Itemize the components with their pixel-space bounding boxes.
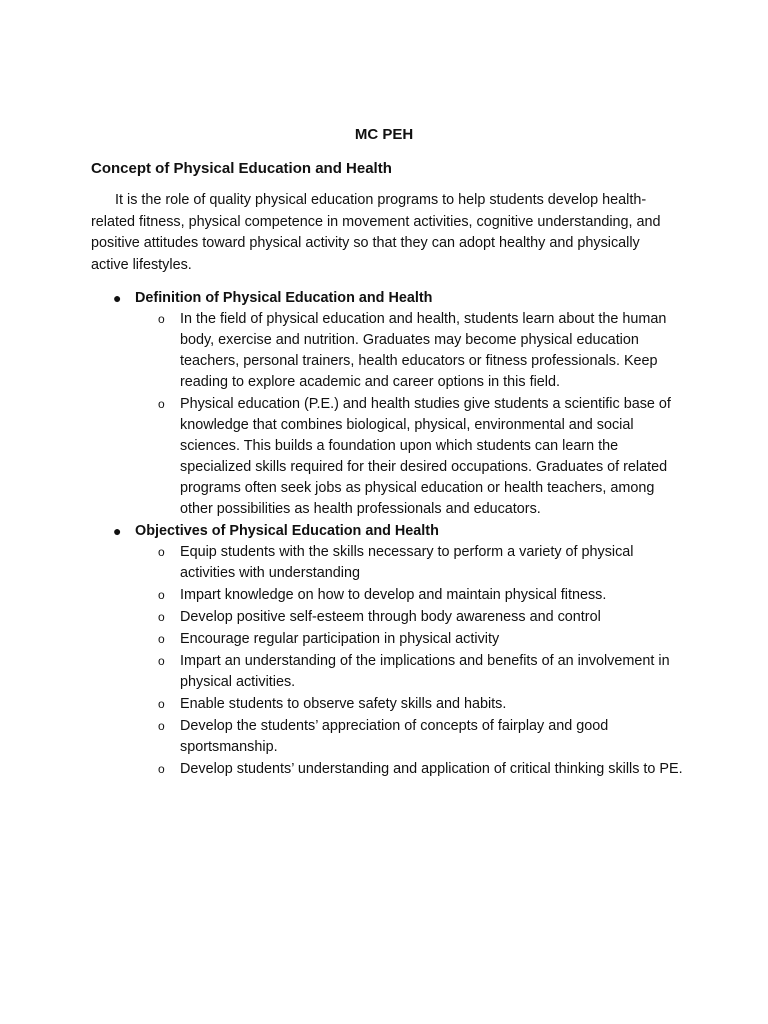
list-item-text: In the field of physical education and health, students learn about the human body, exercise and nutrition. Graduates may become physical education teachers, personal trainers, health educators or fitness professionals. Keep reading to explore academic and career options in this field. (180, 311, 667, 390)
section-list (111, 288, 691, 780)
sub-bullet-icon: o (158, 719, 165, 733)
list-item (135, 607, 691, 628)
section-title: Objectives of Physical Education and Health (135, 523, 439, 539)
section-title: Definition of Physical Education and Health (135, 290, 433, 306)
section-item-objectives (111, 521, 691, 780)
sub-bullet-icon: o (158, 545, 165, 559)
sub-list (135, 309, 691, 520)
list-item-text: Develop students’ understanding and application of critical thinking skills to PE. (180, 761, 683, 777)
sub-bullet-icon: o (158, 697, 165, 711)
list-item (135, 694, 691, 715)
sub-bullet-icon: o (158, 762, 165, 776)
bullet-icon: ● (113, 523, 122, 539)
sub-bullet-icon: o (158, 312, 165, 326)
section-item-definition (111, 288, 691, 520)
list-item-text: Enable students to observe safety skills and habits. (180, 696, 507, 712)
list-item-text: Develop the students’ appreciation of concepts of fairplay and good sportsmanship. (180, 718, 609, 755)
list-item-text: Impart knowledge on how to develop and maintain physical fitness. (180, 587, 607, 603)
sub-bullet-icon: o (158, 397, 165, 411)
list-item (135, 394, 691, 520)
intro-paragraph: It is the role of quality physical education programs to help students develop health-related fitness, physical competence in movement activities, cognitive understanding, and positive attitudes toward physical activity so that they can adopt healthy and physically active lifestyles. (91, 192, 661, 273)
document-title: MC PEH (354, 126, 414, 143)
list-item (135, 629, 691, 650)
sub-bullet-icon: o (158, 610, 165, 624)
section-heading: Concept of Physical Education and Health (91, 160, 392, 177)
bullet-icon: ● (113, 290, 122, 306)
list-item-text: Encourage regular participation in physical activity (180, 631, 500, 647)
list-item-text: Physical education (P.E.) and health studies give students a scientific base of knowledge that combines biological, physical, environmental and social sciences. This builds a foundation upon which students can learn the specialized skills required for their desired occupations. Graduates of related programs often seek jobs as physical education or health teachers, among other possibilities as health professionals and educators. (180, 396, 671, 517)
sub-bullet-icon: o (158, 654, 165, 668)
list-item (135, 759, 691, 780)
list-item (135, 585, 691, 606)
sub-bullet-icon: o (158, 588, 165, 602)
list-item-text: Impart an understanding of the implications and benefits of an involvement in physical activities. (180, 653, 670, 690)
list-item-text: Equip students with the skills necessary to perform a variety of physical activities with understanding (180, 544, 634, 581)
list-item (135, 651, 691, 693)
sub-list (135, 542, 691, 780)
list-item-text: Develop positive self-esteem through body awareness and control (180, 609, 601, 625)
list-item (135, 716, 691, 758)
sub-bullet-icon: o (158, 632, 165, 646)
list-item (135, 542, 691, 584)
list-item (135, 309, 691, 393)
